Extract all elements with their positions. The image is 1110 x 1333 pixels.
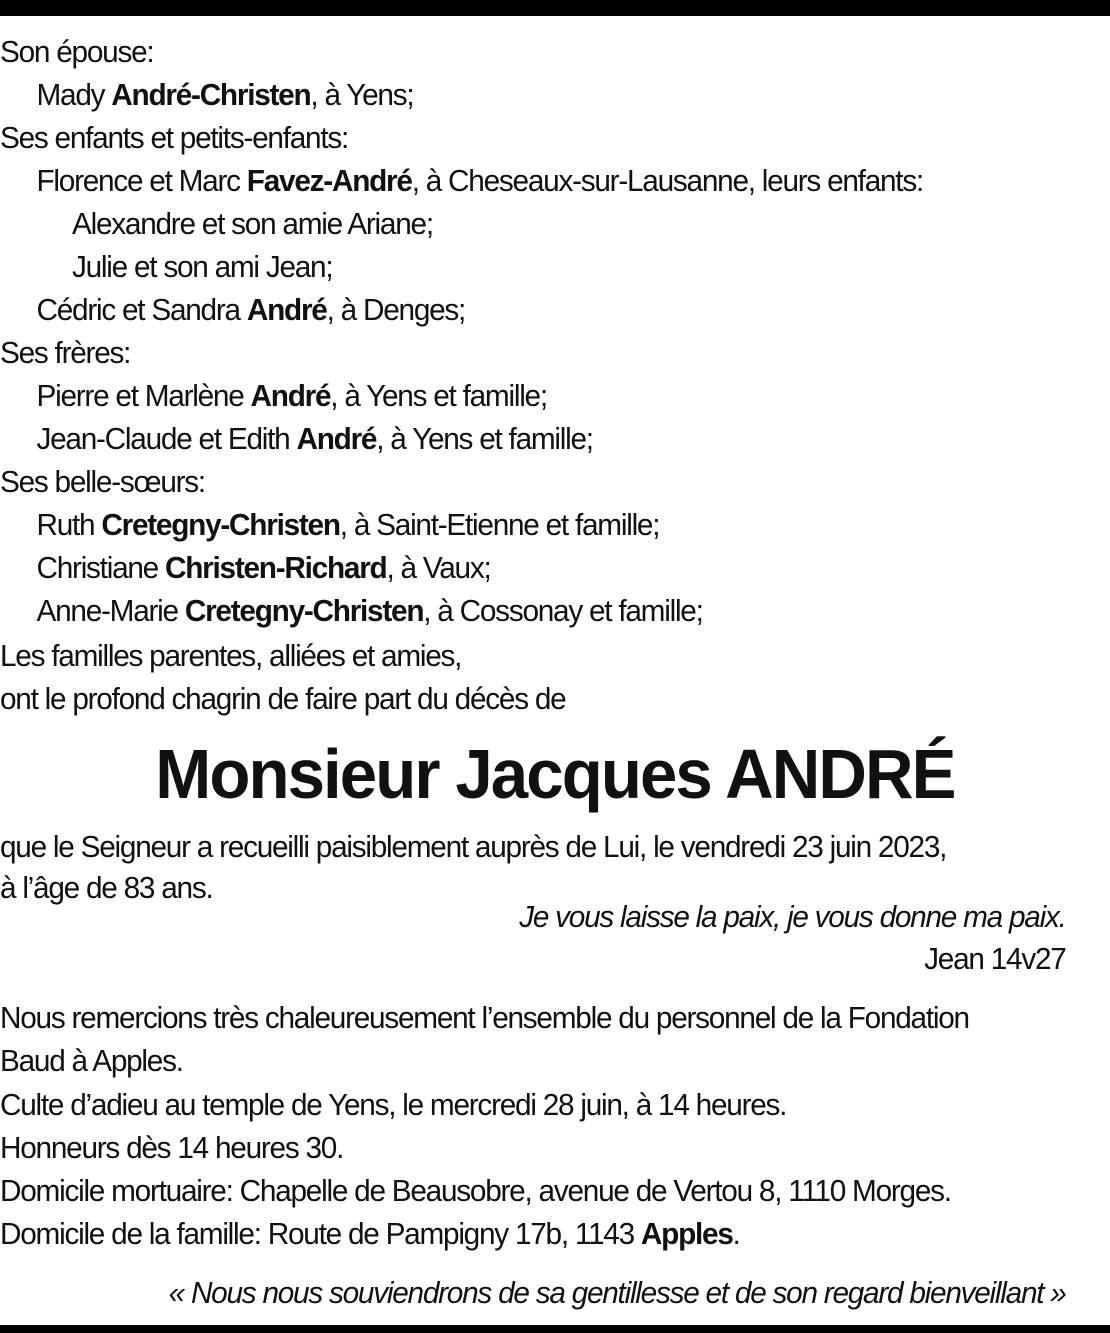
brother-line-1: Pierre et Marlène André, à Yens et famille;	[36, 378, 547, 413]
honours-line: Honneurs dès 14 heures 30.	[0, 1130, 344, 1165]
relatives-line: Les familles parentes, alliées et amies,	[0, 638, 462, 673]
service-line: Culte d’adieu au temple de Yens, le mercredi 28 juin, à 14 heures.	[0, 1087, 787, 1122]
thanks-line-1: Nous remercions très chaleureusement l’ensemble du personnel de la Fondation	[0, 1000, 969, 1035]
brothers-heading: Ses frères:	[0, 335, 131, 370]
verse-reference: Jean 14v27	[924, 941, 1066, 976]
sister-in-law-line-2: Christiane Christen-Richard, à Vaux;	[36, 550, 491, 585]
deceased-name: Monsieur Jacques ANDRÉ	[155, 735, 955, 813]
child-line-2: Cédric et Sandra André, à Denges;	[36, 292, 466, 327]
family-home-line: Domicile de la famille: Route de Pampigny 17b, 1143 Apples.	[0, 1216, 740, 1251]
spouse-line: Mady André-Christen, à Yens;	[36, 77, 414, 112]
grandchild-line-2: Julie et son ami Jean;	[72, 249, 333, 284]
death-line-2: à l’âge de 83 ans.	[0, 870, 213, 905]
spouse-heading: Son épouse:	[0, 34, 154, 69]
bottom-rule	[0, 1325, 1110, 1333]
children-heading: Ses enfants et petits-enfants:	[0, 120, 349, 155]
announcement-line: ont le profond chagrin de faire part du décès de	[0, 681, 566, 716]
bible-verse: Je vous laisse la paix, je vous donne ma paix.	[519, 899, 1066, 934]
sister-in-law-line-1: Ruth Cretegny-Christen, à Saint-Etienne et famille;	[36, 507, 660, 542]
child-line-1: Florence et Marc Favez-André, à Cheseaux-sur-Lausanne, leurs enfants:	[36, 163, 923, 198]
thanks-line-2: Baud à Apples.	[0, 1043, 183, 1078]
closing-quote: « Nous nous souviendrons de sa gentillesse et de son regard bienveillant »	[168, 1275, 1066, 1310]
sisters-in-law-heading: Ses belle-sœurs:	[0, 464, 205, 499]
grandchild-line-1: Alexandre et son amie Ariane;	[72, 206, 433, 241]
death-line-1: que le Seigneur a recueilli paisiblement auprès de Lui, le vendredi 23 juin 2023,	[0, 829, 947, 864]
sister-in-law-line-3: Anne-Marie Cretegny-Christen, à Cossonay et famille;	[36, 593, 703, 628]
brother-line-2: Jean-Claude et Edith André, à Yens et famille;	[36, 421, 593, 456]
mortuary-line: Domicile mortuaire: Chapelle de Beausobre, avenue de Vertou 8, 1110 Morges.	[0, 1173, 951, 1208]
